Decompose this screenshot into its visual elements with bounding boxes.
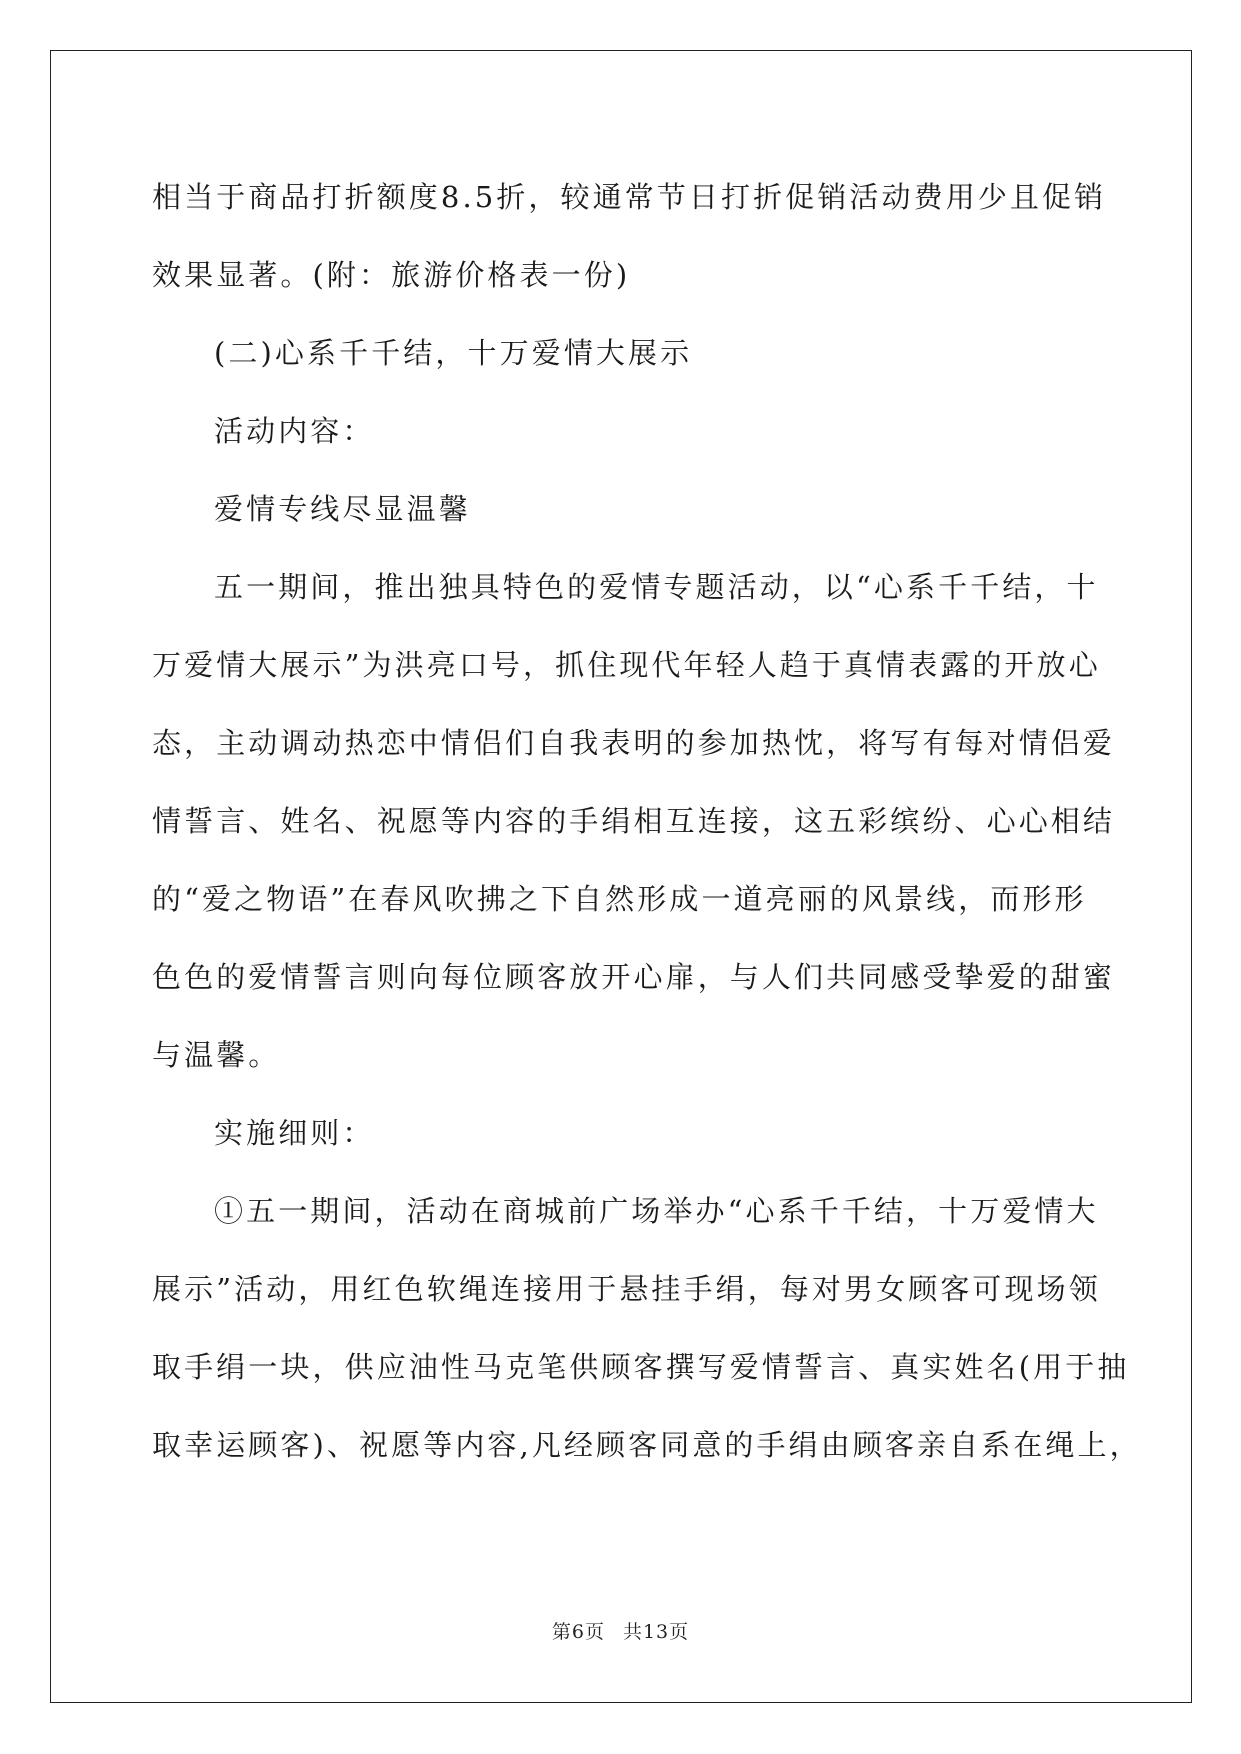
text-line: 取手绢一块，供应油性马克笔供顾客撰写爱情誓言、真实姓名(用于抽 [152,1350,1130,1384]
text-line: 情誓言、姓名、祝愿等内容的手绢相互连接，这五彩缤纷、心心相结 [152,804,1116,838]
subheading: 爱情专线尽显温馨 [214,492,471,526]
text-line: 取幸运顾客)、祝愿等内容,凡经顾客同意的手绢由顾客亲自系在绳上， [152,1428,1142,1462]
text-line: 万爱情大展示”为洪亮口号，抓住现代年轻人趋于真情表露的开放心 [152,648,1101,682]
page-footer [0,1617,1241,1644]
section-heading: (二)心系千千结，十万爱情大展示 [214,336,693,370]
subheading: 实施细则： [214,1116,375,1150]
page-number: 第6页 [551,1621,605,1643]
text-line: 五一期间，推出独具特色的爱情专题活动，以“心系千千结，十 [214,570,1099,604]
text-line: 的“爱之物语”在春风吹拂之下自然形成一道亮丽的风景线，而形形 [152,882,1087,916]
text-line: ①五一期间，活动在商城前广场举办“心系千千结，十万爱情大 [214,1194,1099,1228]
text-line: 与温馨。 [152,1038,281,1072]
text-line: 相当于商品打折额度8.5折，较通常节日打折促销活动费用少且促销 [152,180,1107,214]
text-line: 展示”活动，用红色软绳连接用于悬挂手绢，每对男女顾客可现场领 [152,1272,1101,1306]
text-line: 效果显著。(附：旅游价格表一份) [152,258,631,292]
page-total: 共13页 [622,1621,690,1643]
text-line: 态，主动调动热恋中情侣们自我表明的参加热忱，将写有每对情侣爱 [152,726,1116,760]
subheading: 活动内容： [214,414,375,448]
document-body [152,158,1142,1484]
text-line: 色色的爱情誓言则向每位顾客放开心扉，与人们共同感受挚爱的甜蜜 [152,960,1116,994]
